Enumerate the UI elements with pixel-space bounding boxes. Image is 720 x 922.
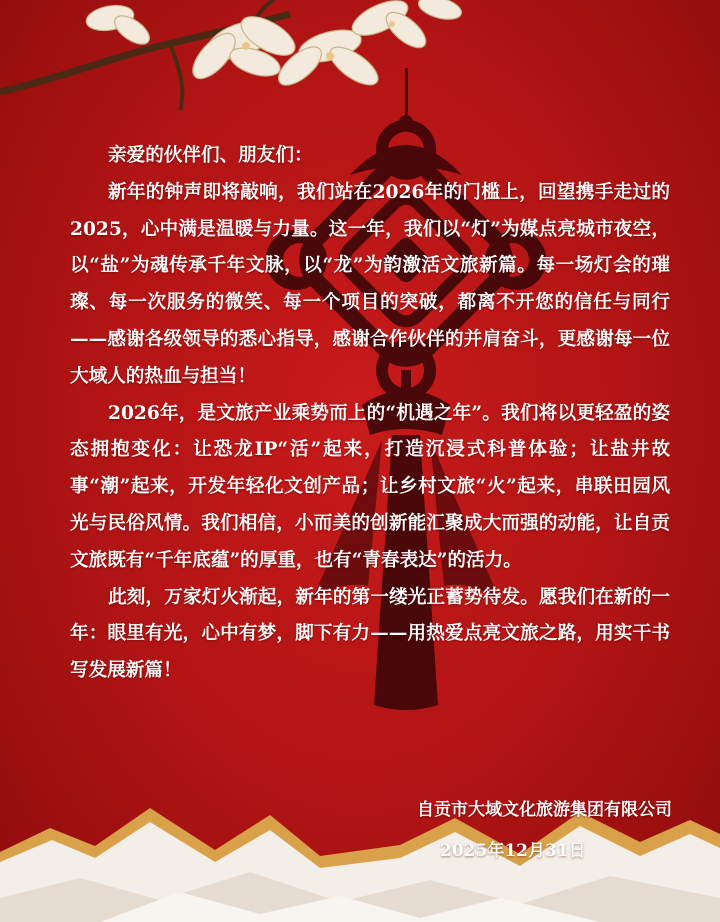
letter-paragraph-3: 此刻，万家灯火渐起，新年的第一缕光正蓄势待发。愿我们在新的一年：眼里有光，心中有梦，脚下有力——用热爱点亮文旅之路，用实干书写发展新篇！ [70, 586, 670, 682]
signature-date: 2025年12月31日 [440, 841, 586, 861]
signature-organization: 自贡市大域文化旅游集团有限公司 [417, 800, 672, 820]
mountains-icon [0, 808, 720, 922]
magnolia-branch-icon [0, 0, 464, 110]
letter-greeting: 亲爱的伙伴们、朋友们： [108, 145, 313, 166]
letter-paragraph-2: 2026年，是文旅产业乘势而上的“机遇之年”。我们将以更轻盈的姿态拥抱变化：让恐龙IP“活”起来，打造沉浸式科普体验；让盐井故事“潮”起来，开发年轻化文创产品；让乡村文旅“火”起来，串联田园风光与民俗风情。我们相信，小而美的创新能汇聚成大而强的动能，让自贡文旅既有“千年底蕴”的厚重，也有“青春表达”的活力。 [70, 402, 670, 571]
letter-paragraph-1: 新年的钟声即将敲响，我们站在2026年的门槛上，回望携手走过的2025，心中满是温暖与力量。这一年，我们以“灯”为媒点亮城市夜空，以“盐”为魂传承千年文脉，以“龙”为韵激活文旅新篇。每一场灯会的璀璨、每一次服务的微笑、每一个项目的突破，都离不开您的信任与同行——感谢各级领导的悉心指导，感谢合作伙伴的并肩奋斗，更感谢每一位大域人的热血与担当！ [70, 181, 670, 387]
letter-body [70, 138, 670, 690]
